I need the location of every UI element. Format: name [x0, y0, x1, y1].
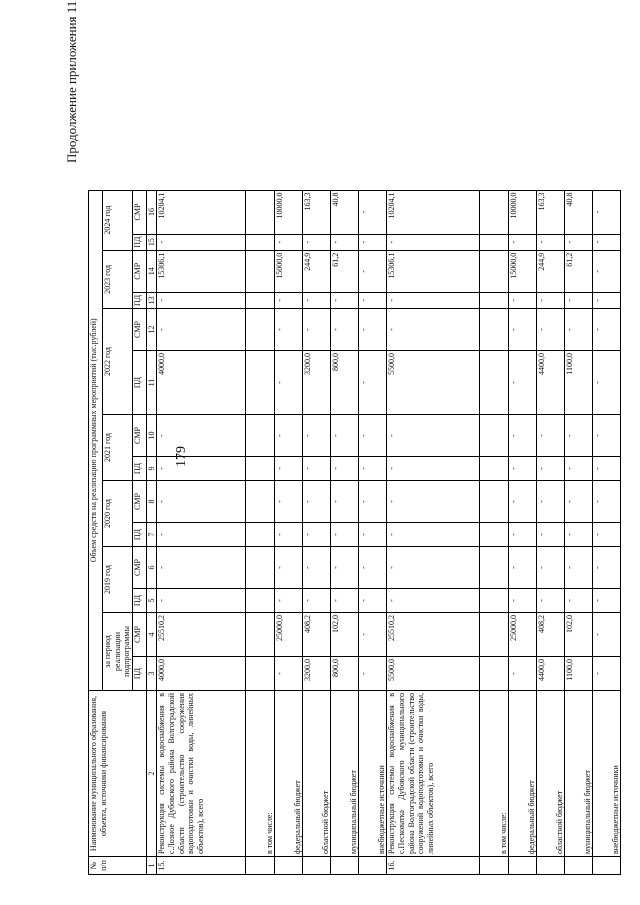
value-cell: - [157, 292, 246, 308]
value-cell: - [275, 351, 303, 415]
row-number [593, 857, 621, 875]
value-cell: 10204,1 [387, 190, 480, 234]
header-pd: ПД [132, 234, 146, 250]
value-cell: - [593, 415, 621, 457]
value-cell: 4000,0 [157, 657, 246, 691]
value-cell [480, 457, 509, 481]
header-smr: СМР [132, 190, 146, 234]
table-row [509, 190, 537, 874]
row-name: муниципальный бюджет [331, 691, 359, 857]
value-cell: 3200,0 [303, 657, 331, 691]
value-cell [246, 657, 275, 691]
value-cell: 5500,0 [387, 351, 480, 415]
value-cell [246, 190, 275, 234]
value-cell: - [509, 457, 537, 481]
value-cell [246, 250, 275, 292]
value-cell [480, 415, 509, 457]
value-cell: - [565, 481, 593, 523]
value-cell: - [157, 309, 246, 351]
value-cell: - [565, 457, 593, 481]
value-cell: - [509, 523, 537, 547]
value-cell: - [593, 234, 621, 250]
value-cell: - [157, 589, 246, 613]
value-cell: - [509, 351, 537, 415]
value-cell: 10204,1 [157, 190, 246, 234]
value-cell: - [275, 457, 303, 481]
header-2022: 2022 год [103, 309, 133, 415]
value-cell: - [509, 234, 537, 250]
header-pd: ПД [132, 351, 146, 415]
row-number [565, 857, 593, 875]
value-cell: - [275, 234, 303, 250]
row-number: 16. [387, 857, 480, 875]
value-cell: - [537, 309, 565, 351]
table-row [246, 190, 275, 874]
value-cell: 244,9 [537, 250, 565, 292]
value-cell: - [593, 481, 621, 523]
value-cell: 5500,0 [387, 657, 480, 691]
table-row [303, 190, 331, 874]
value-cell: 25000,0 [509, 613, 537, 657]
value-cell: 4000,0 [157, 351, 246, 415]
value-cell: - [593, 309, 621, 351]
value-cell [480, 190, 509, 234]
row-name: внебюджетные источники [359, 691, 387, 857]
value-cell: 15306,1 [387, 250, 480, 292]
value-cell [480, 234, 509, 250]
row-number [509, 857, 537, 875]
table-row [537, 190, 565, 874]
column-number: 2 [146, 691, 157, 857]
header-2019: 2019 год [103, 547, 133, 613]
row-name: федеральный бюджет [509, 691, 537, 857]
value-cell: - [565, 292, 593, 308]
value-cell [480, 657, 509, 691]
appendix-caption: Продолжение приложения 11 [64, 0, 79, 163]
row-name: Реконструкция системы водоснабжения в с.Песковатка Дубовского муниципального района Волгоградской области (строительство сооружений водоподготовки и очистки воды, линейных объектов), всего [387, 691, 480, 857]
value-cell: - [359, 547, 387, 589]
value-cell [246, 589, 275, 613]
value-cell: - [275, 415, 303, 457]
value-cell: - [157, 234, 246, 250]
value-cell [480, 481, 509, 523]
value-cell: - [387, 457, 480, 481]
row-number [331, 857, 359, 875]
value-cell: - [359, 309, 387, 351]
value-cell [246, 415, 275, 457]
value-cell: 15000,0 [509, 250, 537, 292]
value-cell: - [157, 481, 246, 523]
value-cell: 61,2 [565, 250, 593, 292]
value-cell: - [359, 657, 387, 691]
header-smr: СМР [132, 250, 146, 292]
value-cell: - [593, 351, 621, 415]
value-cell: 25510,2 [387, 613, 480, 657]
column-number: 15 [146, 234, 157, 250]
column-number: 16 [146, 190, 157, 234]
value-cell [246, 292, 275, 308]
value-cell: - [537, 234, 565, 250]
header-smr: СМР [132, 481, 146, 523]
value-cell: - [157, 523, 246, 547]
value-cell: 163,3 [537, 190, 565, 234]
header-smr: СМР [132, 309, 146, 351]
row-number [246, 857, 275, 875]
value-cell: 15306,1 [157, 250, 246, 292]
row-number [359, 857, 387, 875]
value-cell: - [593, 457, 621, 481]
header-period: за период реализации подпрограммы [103, 613, 133, 691]
value-cell: - [331, 234, 359, 250]
value-cell [480, 292, 509, 308]
value-cell: - [593, 250, 621, 292]
header-no: № п/п [89, 857, 147, 875]
value-cell [480, 309, 509, 351]
value-cell: - [387, 589, 480, 613]
header-pd: ПД [132, 657, 146, 691]
page-number: 179 [174, 446, 189, 467]
value-cell: - [303, 481, 331, 523]
value-cell: - [537, 457, 565, 481]
value-cell: - [331, 589, 359, 613]
value-cell: 800,0 [331, 351, 359, 415]
value-cell: 102,0 [331, 613, 359, 657]
row-name: областной бюджет [537, 691, 565, 857]
column-number: 3 [146, 657, 157, 691]
value-cell: - [359, 234, 387, 250]
row-number [480, 857, 509, 875]
value-cell: - [593, 292, 621, 308]
value-cell: 40,8 [331, 190, 359, 234]
value-cell: - [593, 657, 621, 691]
value-cell [480, 250, 509, 292]
value-cell: 102,0 [565, 613, 593, 657]
row-number [537, 857, 565, 875]
value-cell: - [565, 547, 593, 589]
value-cell: - [303, 457, 331, 481]
value-cell: - [275, 547, 303, 589]
column-number: 5 [146, 589, 157, 613]
value-cell: - [387, 523, 480, 547]
value-cell [246, 523, 275, 547]
value-cell: - [303, 523, 331, 547]
value-cell: - [509, 547, 537, 589]
header-name: Наименование муниципального образования, объекта, источники финансирования [89, 691, 147, 857]
value-cell: - [593, 547, 621, 589]
header-smr: СМР [132, 547, 146, 589]
column-number: 1 [146, 857, 157, 875]
table-row [331, 190, 359, 874]
header-smr: СМР [132, 415, 146, 457]
value-cell: - [509, 657, 537, 691]
column-number: 12 [146, 309, 157, 351]
value-cell [480, 613, 509, 657]
value-cell: 4400,0 [537, 657, 565, 691]
value-cell: - [537, 292, 565, 308]
value-cell: - [303, 415, 331, 457]
value-cell: - [387, 547, 480, 589]
column-number: 14 [146, 250, 157, 292]
value-cell: - [537, 481, 565, 523]
value-cell: - [359, 292, 387, 308]
value-cell: - [303, 292, 331, 308]
value-cell [246, 234, 275, 250]
value-cell: 408,2 [303, 613, 331, 657]
header-2023: 2023 год [103, 250, 133, 308]
table-row [565, 190, 593, 874]
value-cell: - [509, 589, 537, 613]
header-2020: 2020 год [103, 481, 133, 547]
header-2024: 2024 год [103, 190, 133, 250]
value-cell: 408,2 [537, 613, 565, 657]
table-row [359, 190, 387, 874]
value-cell: - [387, 309, 480, 351]
value-cell: 61,2 [331, 250, 359, 292]
value-cell: - [565, 415, 593, 457]
header-pd: ПД [132, 292, 146, 308]
value-cell [246, 547, 275, 589]
value-cell: 25000,0 [275, 613, 303, 657]
value-cell: - [359, 190, 387, 234]
value-cell: - [359, 415, 387, 457]
value-cell: - [565, 234, 593, 250]
value-cell [480, 547, 509, 589]
row-name: федеральный бюджет [275, 691, 303, 857]
value-cell: - [331, 457, 359, 481]
header-2021: 2021 год [103, 415, 133, 481]
row-number [275, 857, 303, 875]
value-cell: - [593, 523, 621, 547]
value-cell: - [509, 292, 537, 308]
table-row [387, 190, 480, 874]
column-number: 9 [146, 457, 157, 481]
value-cell: 800,0 [331, 657, 359, 691]
value-cell: - [331, 415, 359, 457]
value-cell [246, 351, 275, 415]
column-number: 8 [146, 481, 157, 523]
value-cell: - [303, 547, 331, 589]
value-cell: - [303, 309, 331, 351]
table-row [593, 190, 621, 874]
value-cell: - [157, 547, 246, 589]
value-cell [246, 481, 275, 523]
value-cell: - [331, 547, 359, 589]
value-cell: - [537, 415, 565, 457]
value-cell: - [565, 589, 593, 613]
value-cell: - [331, 523, 359, 547]
table-row [480, 190, 509, 874]
value-cell: - [303, 234, 331, 250]
value-cell: 3200,0 [303, 351, 331, 415]
value-cell: - [359, 481, 387, 523]
value-cell: 10000,0 [275, 190, 303, 234]
value-cell: - [537, 547, 565, 589]
value-cell [246, 457, 275, 481]
value-cell: - [537, 523, 565, 547]
value-cell: - [275, 657, 303, 691]
value-cell: - [359, 351, 387, 415]
value-cell: - [387, 292, 480, 308]
column-number: 4 [146, 613, 157, 657]
value-cell [246, 613, 275, 657]
value-cell: - [157, 457, 246, 481]
value-cell: - [565, 309, 593, 351]
value-cell: - [387, 481, 480, 523]
value-cell: - [359, 457, 387, 481]
value-cell: - [275, 523, 303, 547]
value-cell: 4400,0 [537, 351, 565, 415]
row-name: муниципальный бюджет [565, 691, 593, 857]
value-cell: - [359, 613, 387, 657]
value-cell: 40,8 [565, 190, 593, 234]
header-smr: СМР [132, 613, 146, 657]
value-cell [480, 351, 509, 415]
value-cell: 25510,2 [157, 613, 246, 657]
header-pd: ПД [132, 457, 146, 481]
value-cell: 15000,0 [275, 250, 303, 292]
column-number: 7 [146, 523, 157, 547]
value-cell: - [275, 589, 303, 613]
column-number: 13 [146, 292, 157, 308]
value-cell [480, 523, 509, 547]
value-cell: - [593, 190, 621, 234]
row-name: внебюджетные источники [593, 691, 621, 857]
value-cell [480, 589, 509, 613]
value-cell: 163,3 [303, 190, 331, 234]
value-cell: 244,9 [303, 250, 331, 292]
table-row [157, 190, 246, 874]
value-cell: - [359, 523, 387, 547]
value-cell: - [509, 309, 537, 351]
row-name: Реконструкция системы водоснабжения в с.Лозное Дубовского района Волгоградской области (строительство сооружения водоподготовки и очистки воды, линейных объектов), всего [157, 691, 246, 857]
value-cell: - [387, 415, 480, 457]
value-cell: - [593, 589, 621, 613]
value-cell: - [537, 589, 565, 613]
header-pd: ПД [132, 523, 146, 547]
row-name: областной бюджет [303, 691, 331, 857]
row-name: в том числе: [480, 691, 509, 857]
value-cell: - [303, 589, 331, 613]
row-number [303, 857, 331, 875]
value-cell: - [275, 292, 303, 308]
header-pd: ПД [132, 589, 146, 613]
value-cell: - [275, 481, 303, 523]
column-number: 11 [146, 351, 157, 415]
value-cell: - [509, 481, 537, 523]
value-cell: - [331, 481, 359, 523]
row-number: 15. [157, 857, 246, 875]
value-cell: - [275, 309, 303, 351]
header-volume: Объем средств на реализацию программных мероприятий (тыс.рублей) [89, 190, 103, 690]
value-cell: - [359, 589, 387, 613]
value-cell: 1100,0 [565, 657, 593, 691]
column-number: 6 [146, 547, 157, 589]
value-cell: 10000,0 [509, 190, 537, 234]
value-cell [246, 309, 275, 351]
value-cell: - [593, 613, 621, 657]
funding-table [88, 190, 621, 875]
value-cell: 1100,0 [565, 351, 593, 415]
value-cell: - [359, 250, 387, 292]
value-cell: - [565, 523, 593, 547]
table-row [275, 190, 303, 874]
row-name: в том числе: [246, 691, 275, 857]
column-number: 10 [146, 415, 157, 457]
value-cell: - [331, 309, 359, 351]
value-cell: - [509, 415, 537, 457]
value-cell: - [331, 292, 359, 308]
value-cell: - [157, 415, 246, 457]
value-cell: - [387, 234, 480, 250]
